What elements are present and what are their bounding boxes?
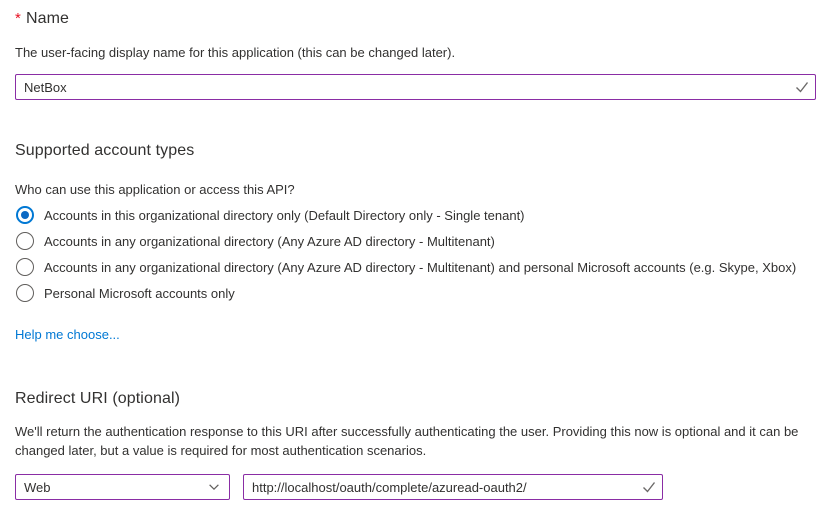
selected-platform-label: Web xyxy=(24,479,51,495)
account-types-title: Supported account types xyxy=(15,142,195,159)
radio-option-label: Accounts in any organizational directory (Any Azure AD directory - Multitenant) and personal Microsoft accounts (e.g. Skype, Xbox) xyxy=(44,259,797,275)
radio-option-personal-only[interactable] xyxy=(16,283,235,303)
name-label: Name xyxy=(25,10,70,27)
radio-unselected-icon xyxy=(16,284,34,302)
radio-option-label: Accounts in this organizational directory only (Default Directory only - Single tenant) xyxy=(44,207,525,223)
redirect-platform-select[interactable] xyxy=(15,474,230,500)
radio-option-multitenant[interactable] xyxy=(16,231,495,251)
redirect-uri-title: Redirect URI (optional) xyxy=(15,390,181,407)
radio-unselected-icon xyxy=(16,258,34,276)
radio-unselected-icon xyxy=(16,232,34,250)
name-input[interactable] xyxy=(15,74,816,100)
chevron-down-icon xyxy=(207,480,221,494)
radio-option-multitenant-personal[interactable] xyxy=(16,257,796,277)
radio-selected-icon xyxy=(16,206,34,224)
help-me-choose-link[interactable]: Help me choose... xyxy=(15,327,120,342)
name-section-title xyxy=(15,10,69,28)
required-asterisk: * xyxy=(15,10,21,27)
redirect-uri-description: We'll return the authentication response to this URI after successfully authenticating the user. Providing this now is optional and it can be changed later, but a value is required for most authentication scenarios. xyxy=(15,424,799,458)
radio-option-label: Accounts in any organizational directory (Any Azure AD directory - Multitenant) xyxy=(44,233,495,249)
radio-option-label: Personal Microsoft accounts only xyxy=(44,285,235,301)
account-types-question: Who can use this application or access this API? xyxy=(15,182,295,197)
name-description: The user-facing display name for this application (this can be changed later). xyxy=(15,45,456,60)
radio-option-single-tenant[interactable] xyxy=(16,205,525,225)
redirect-uri-input[interactable] xyxy=(243,474,663,500)
